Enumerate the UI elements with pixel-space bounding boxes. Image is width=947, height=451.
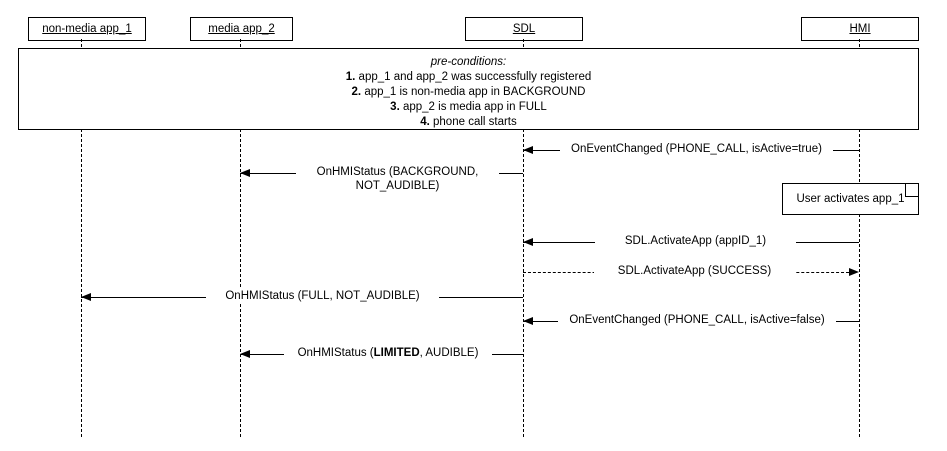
lifeline-head-media-app-2 (190, 17, 293, 41)
precondition-item-1 (19, 70, 918, 85)
precondition-item-text: app_2 is media app in FULL (402, 101, 547, 113)
precondition-item-num: 4. (420, 116, 430, 128)
message-label-7-post: , AUDIBLE) (419, 347, 479, 359)
precondition-item-text: app_1 and app_2 was successfully registered (358, 71, 592, 83)
lifeline-head-non-media-app-1 (28, 17, 146, 41)
lifeline-head-sdl (465, 17, 583, 41)
precondition-item-text: app_1 is non-media app in BACKGROUND (364, 86, 586, 98)
lifeline-label: SDL (512, 23, 536, 35)
precondition-item-text: phone call starts (433, 116, 517, 128)
message-label-5: OnHMIStatus (FULL, NOT_AUDIBLE) (206, 289, 439, 303)
lifeline-label: media app_2 (208, 23, 275, 35)
lifeline-label: HMI (849, 23, 871, 35)
lifeline-label: non-media app_1 (42, 23, 132, 35)
message-arrowhead-5 (81, 293, 91, 301)
message-label-7-pre: OnHMIStatus ( (297, 347, 374, 359)
user-activates-note-text: User activates app_1 (796, 193, 905, 205)
precondition-item-4 (19, 115, 918, 130)
precondition-item-num: 3. (390, 101, 400, 113)
precondition-note (18, 48, 919, 130)
message-arrowhead-4 (849, 268, 859, 276)
lifeline-head-hmi (801, 17, 919, 41)
message-label-2-line2: NOT_AUDIBLE) (296, 179, 499, 193)
user-activates-note (782, 183, 919, 215)
message-label-3: SDL.ActivateApp (appID_1) (595, 234, 796, 248)
message-label-2-line1: OnHMIStatus (BACKGROUND, (296, 165, 499, 179)
message-arrowhead-1 (523, 146, 533, 154)
message-arrowhead-2 (240, 169, 250, 177)
precondition-item-3 (19, 100, 918, 115)
precondition-title: pre-conditions: (430, 56, 507, 68)
precondition-item-2 (19, 85, 918, 100)
message-label-7-bold: LIMITED (373, 347, 420, 359)
message-label-1: OnEventChanged (PHONE_CALL, isActive=true) (560, 142, 833, 156)
message-label-6: OnEventChanged (PHONE_CALL, isActive=false) (558, 313, 836, 327)
message-arrowhead-7 (240, 350, 250, 358)
precondition-item-num: 2. (351, 86, 362, 98)
message-label-7 (284, 346, 492, 360)
message-label-4: SDL.ActivateApp (SUCCESS) (594, 264, 795, 278)
precondition-item-num: 1. (345, 71, 356, 83)
note-fold-corner-icon (905, 184, 918, 197)
message-arrowhead-3 (523, 238, 533, 246)
message-arrowhead-6 (523, 317, 533, 325)
